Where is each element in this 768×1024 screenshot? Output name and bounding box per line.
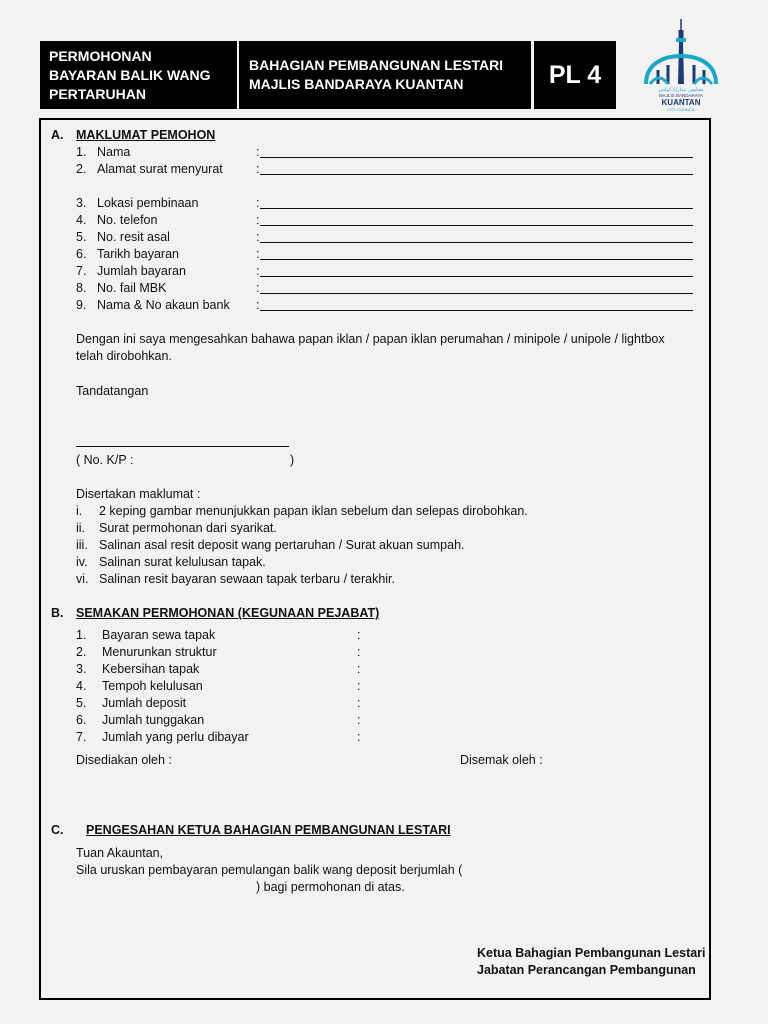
salutation: Tuan Akauntan, <box>76 846 164 860</box>
field-colon: : <box>256 298 260 312</box>
attachment-text: Surat permohonan dari syarikat. <box>99 521 277 535</box>
ic-number-close: ) <box>290 453 295 467</box>
field-number: 9. <box>76 298 87 312</box>
check-item-colon: : <box>357 679 361 693</box>
field-colon: : <box>256 230 260 244</box>
logo-city-text: KUANTAN <box>661 98 701 107</box>
check-item-label: Bayaran sewa tapak <box>102 628 216 642</box>
attachment-number: iv. <box>76 555 88 569</box>
form-body <box>39 118 711 1000</box>
field-number: 6. <box>76 247 87 261</box>
declaration-line-1: Dengan ini saya mengesahkan bahawa papan iklan / papan iklan perumahan / minipole / unipole / lightbox <box>76 332 665 346</box>
signature-line[interactable] <box>76 446 289 447</box>
field-number: 3. <box>76 196 87 210</box>
field-number: 4. <box>76 213 87 227</box>
logo-arabic-text: مجليس بندارايا كوانتن <box>658 87 704 93</box>
field-colon: : <box>256 145 260 159</box>
field-colon: : <box>256 213 260 227</box>
field-label: Nama & No akaun bank <box>97 298 230 312</box>
signoff-department: Jabatan Perancangan Pembangunan <box>477 963 696 977</box>
field-input-line[interactable] <box>260 259 693 260</box>
check-item-number: 7. <box>76 730 87 744</box>
form-title-box <box>40 41 237 109</box>
field-label: No. resit asal <box>97 230 170 244</box>
field-label: Nama <box>97 145 131 159</box>
attachment-number: ii. <box>76 521 86 535</box>
attachment-number: vi. <box>76 572 89 586</box>
logo-malay-text: MAJLIS BANDARAYA <box>658 93 704 98</box>
section-b-title: SEMAKAN PERMOHONAN (KEGUNAAN PEJABAT) <box>76 606 380 620</box>
declaration-line-2: telah dirobohkan. <box>76 349 172 363</box>
field-colon: : <box>256 162 260 176</box>
field-number: 8. <box>76 281 87 295</box>
section-c-letter: C. <box>51 823 64 837</box>
field-input-line[interactable] <box>260 293 693 294</box>
logo-english-text: CITY COUNCIL <box>666 107 696 112</box>
payment-instruction-line-2: ) bagi permohonan di atas. <box>256 880 405 894</box>
attachment-text: Salinan surat kelulusan tapak. <box>99 555 266 569</box>
check-item-number: 6. <box>76 713 87 727</box>
check-item-number: 5. <box>76 696 87 710</box>
check-item-label: Tempoh kelulusan <box>102 679 203 693</box>
field-label: Jumlah bayaran <box>97 264 186 278</box>
field-input-line[interactable] <box>260 276 693 277</box>
field-label: Tarikh bayaran <box>97 247 179 261</box>
field-input-line[interactable] <box>260 174 693 175</box>
field-label: No. telefon <box>97 213 158 227</box>
field-input-line[interactable] <box>260 225 693 226</box>
prepared-by-label: Disediakan oleh : <box>76 753 172 767</box>
checked-by-label: Disemak oleh : <box>460 753 543 767</box>
check-item-number: 1. <box>76 628 87 642</box>
check-item-label: Jumlah yang perlu dibayar <box>102 730 249 744</box>
field-colon: : <box>256 281 260 295</box>
signoff-title: Ketua Bahagian Pembangunan Lestari <box>477 946 706 960</box>
field-number: 5. <box>76 230 87 244</box>
check-item-number: 4. <box>76 679 87 693</box>
attachment-text: 2 keping gambar menunjukkan papan iklan sebelum dan selepas dirobohkan. <box>99 504 528 518</box>
field-label: Lokasi pembinaan <box>97 196 199 210</box>
department-box <box>239 41 531 109</box>
check-item-colon: : <box>357 628 361 642</box>
form-title: PERMOHONAN BAYARAN BALIK WANG PERTARUHAN <box>49 47 211 102</box>
section-a-letter: A. <box>51 128 64 142</box>
attachment-number: i. <box>76 504 83 518</box>
check-item-label: Jumlah deposit <box>102 696 187 710</box>
field-input-line[interactable] <box>260 208 693 209</box>
check-item-colon: : <box>357 713 361 727</box>
check-item-label: Menurunkan struktur <box>102 645 217 659</box>
field-number: 1. <box>76 145 87 159</box>
field-label: No. fail MBK <box>97 281 167 295</box>
field-number: 2. <box>76 162 87 176</box>
check-item-number: 3. <box>76 662 87 676</box>
field-input-line[interactable] <box>260 242 693 243</box>
field-input-line[interactable] <box>260 157 693 158</box>
check-item-colon: : <box>357 696 361 710</box>
signature-label: Tandatangan <box>76 384 149 398</box>
check-item-colon: : <box>357 645 361 659</box>
check-item-colon: : <box>357 662 361 676</box>
field-input-line[interactable] <box>260 310 693 311</box>
kuantan-city-council-logo <box>636 18 726 113</box>
form-code-box <box>534 41 616 109</box>
section-c-title: PENGESAHAN KETUA BAHAGIAN PEMBANGUNAN LESTARI <box>86 823 451 837</box>
department-name: BAHAGIAN PEMBANGUNAN LESTARI MAJLIS BANDARAYA KUANTAN <box>249 57 504 92</box>
field-number: 7. <box>76 264 87 278</box>
check-item-label: Kebersihan tapak <box>102 662 200 676</box>
form-code: PL 4 <box>548 60 602 89</box>
attachment-number: iii. <box>76 538 88 552</box>
section-b-letter: B. <box>51 606 64 620</box>
attachments-label: Disertakan maklumat : <box>76 487 201 501</box>
section-a-title: MAKLUMAT PEMOHON <box>76 128 216 142</box>
check-item-colon: : <box>357 730 361 744</box>
check-item-label: Jumlah tunggakan <box>102 713 205 727</box>
ic-number-label: ( No. K/P : <box>76 453 134 467</box>
field-colon: : <box>256 196 260 210</box>
field-colon: : <box>256 247 260 261</box>
attachment-text: Salinan asal resit deposit wang pertaruhan / Surat akuan sumpah. <box>99 538 465 552</box>
field-label: Alamat surat menyurat <box>97 162 223 176</box>
check-item-number: 2. <box>76 645 87 659</box>
attachment-text: Salinan resit bayaran sewaan tapak terbaru / terakhir. <box>99 572 396 586</box>
payment-instruction-line-1: Sila uruskan pembayaran pemulangan balik wang deposit berjumlah ( <box>76 863 463 877</box>
field-colon: : <box>256 264 260 278</box>
